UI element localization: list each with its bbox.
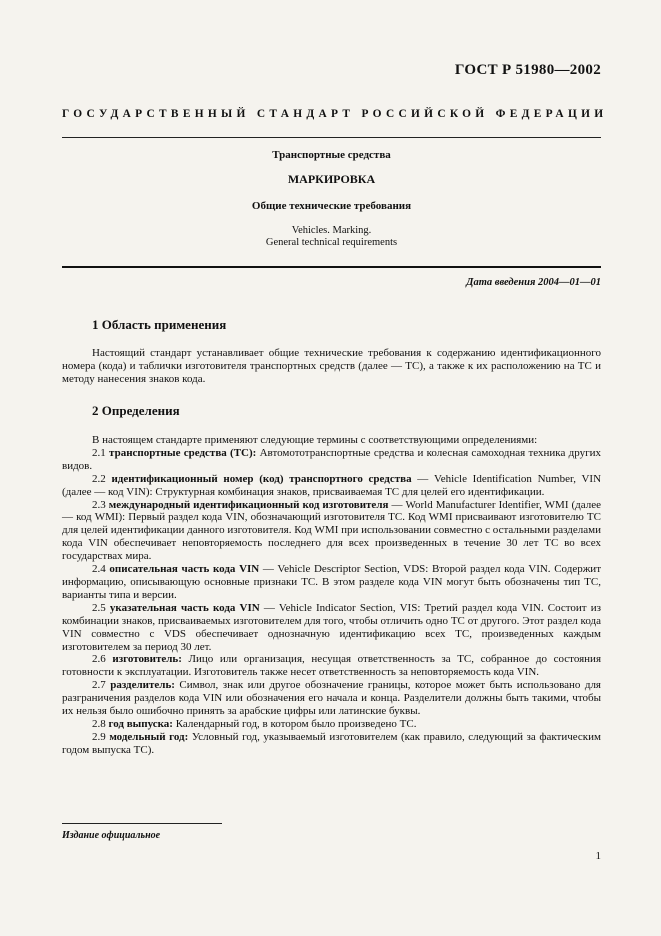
definition-item [62, 602, 601, 654]
definition-item [62, 447, 601, 473]
english-subtitle: General technical requirements [265, 237, 398, 248]
definition-term: идентификационный номер (код) транспортного средства [111, 472, 412, 485]
definition-number: 2.4 [92, 563, 106, 576]
edition-label: Издание официальное [62, 830, 161, 841]
section-1-heading: 1 Область применения [92, 317, 227, 332]
header-rule [62, 137, 601, 138]
definitions-list [62, 434, 601, 757]
english-title-block [62, 225, 601, 249]
definition-term: указательная часть кода VIN [109, 601, 260, 614]
definition-text: — Vehicle Identification Number, VIN (далее — код VIN): Структурная комбинация знаков, присваиваемая ТС для целей его идентификации. [62, 472, 602, 498]
state-standard-title: ГОСУДАРСТВЕННЫЙ СТАНДАРТ РОССИЙСКОЙ ФЕДЕРАЦИИ [62, 108, 608, 120]
definition-number: 2.9 [92, 730, 106, 743]
document-title: МАРКИРОВКА [287, 172, 376, 186]
document-code: ГОСТ Р 51980—2002 [454, 62, 601, 78]
definition-number: 2.2 [92, 472, 106, 485]
definition-text: — World Manufacturer Identifier, WMI (далее — код WMI): Первый раздел кода VIN, обозначающий изготовителя ТС. Код WMI присваивают изготовителю ТС для целей идентификации данного изготовителя. Код WMI при использовании совместно с остальными разделами кода VIN обеспечивает неповторяемость последнего для всех произведенных в течение 30 лет ТС во всех государствах мира. [62, 498, 601, 563]
definition-number: 2.5 [92, 601, 106, 614]
definition-text: Условный год, указываемый изготовителем (как правило, следующий за фактическим годом выпуска ТС). [62, 730, 601, 756]
definition-number: 2.3 [92, 498, 106, 511]
section-1-text: Настоящий стандарт устанавливает общие технические требования к содержанию идентификационного номера (кода) и таблички изготовителя транспортных средств (далее — ТС), а также к их расположению на ТС и методу нанесения знаков кода. [62, 347, 601, 385]
document-subtitle: Общие технические требования [251, 200, 412, 212]
definition-text: — Vehicle Descriptor Section, VDS: Второй раздел кода VIN. Содержит информацию, описывающую основные признаки ТС. В этом разделе кода VIN могут быть обозначены тип ТС, варианты типа и версии. [62, 563, 602, 601]
subject-line: Транспортные средства [272, 149, 391, 161]
definition-term: год выпуска: [108, 717, 173, 730]
title-rule [62, 266, 601, 268]
definition-text: — Vehicle Indicator Section, VIS: Третий раздел кода VIN. Состоит из комбинации знаков, присваиваемых изготовителем для того, чтобы отличить одно ТС от другого. Этот раздел кода VIN совместно с VDS обеспечивает однозначную идентификацию всех ТС, произведенных каждым изготовителем за период 30 лет. [62, 601, 601, 653]
definition-text: Календарный год, в котором было произведено ТС. [172, 717, 417, 730]
definition-text: Автомототранспортные средства и колесная самоходная техника других видов. [62, 446, 602, 472]
definition-item [62, 679, 601, 718]
definition-term: описательная часть кода VIN [109, 563, 260, 576]
section-2-heading: 2 Определения [92, 403, 180, 418]
definition-number: 2.8 [92, 717, 106, 730]
definition-number: 2.1 [92, 446, 106, 459]
definition-item [62, 563, 601, 602]
introduction-date: Дата введения 2004—01—01 [466, 277, 601, 288]
definition-term: разделитель: [110, 679, 175, 692]
english-title: Vehicles. Marking. [291, 225, 372, 236]
definition-item [62, 499, 601, 564]
definition-term: транспортные средства (ТС): [109, 446, 257, 459]
definition-text: Символ, знак или другое обозначение границы, которое может быть использовано для разграничения разделов кода VIN или обозначения его начала и конца. Разделители должны быть такими, чтобы их нельзя было ошибочно принять за арабские цифры или латинские буквы. [62, 679, 601, 718]
definition-term: международный идентификационный код изготовителя [108, 498, 389, 511]
definition-term: изготовитель: [112, 653, 182, 666]
definition-item [62, 473, 601, 499]
definition-number: 2.6 [92, 653, 106, 666]
definition-item [62, 653, 601, 679]
definition-item [62, 718, 601, 731]
definitions-intro: В настоящем стандарте применяют следующие термины с соответствующими определениями: [92, 434, 538, 446]
footer-rule [62, 823, 222, 824]
definition-item [62, 731, 601, 757]
definition-number: 2.7 [92, 679, 106, 692]
page-number: 1 [595, 850, 601, 862]
definition-text: Лицо или организация, несущая ответственность за ТС, собранное до состояния готовности к эксплуатации. Изготовитель также несет ответственность за неповторяемость кода VIN. [62, 653, 602, 679]
definition-term: модельный год: [109, 730, 189, 743]
